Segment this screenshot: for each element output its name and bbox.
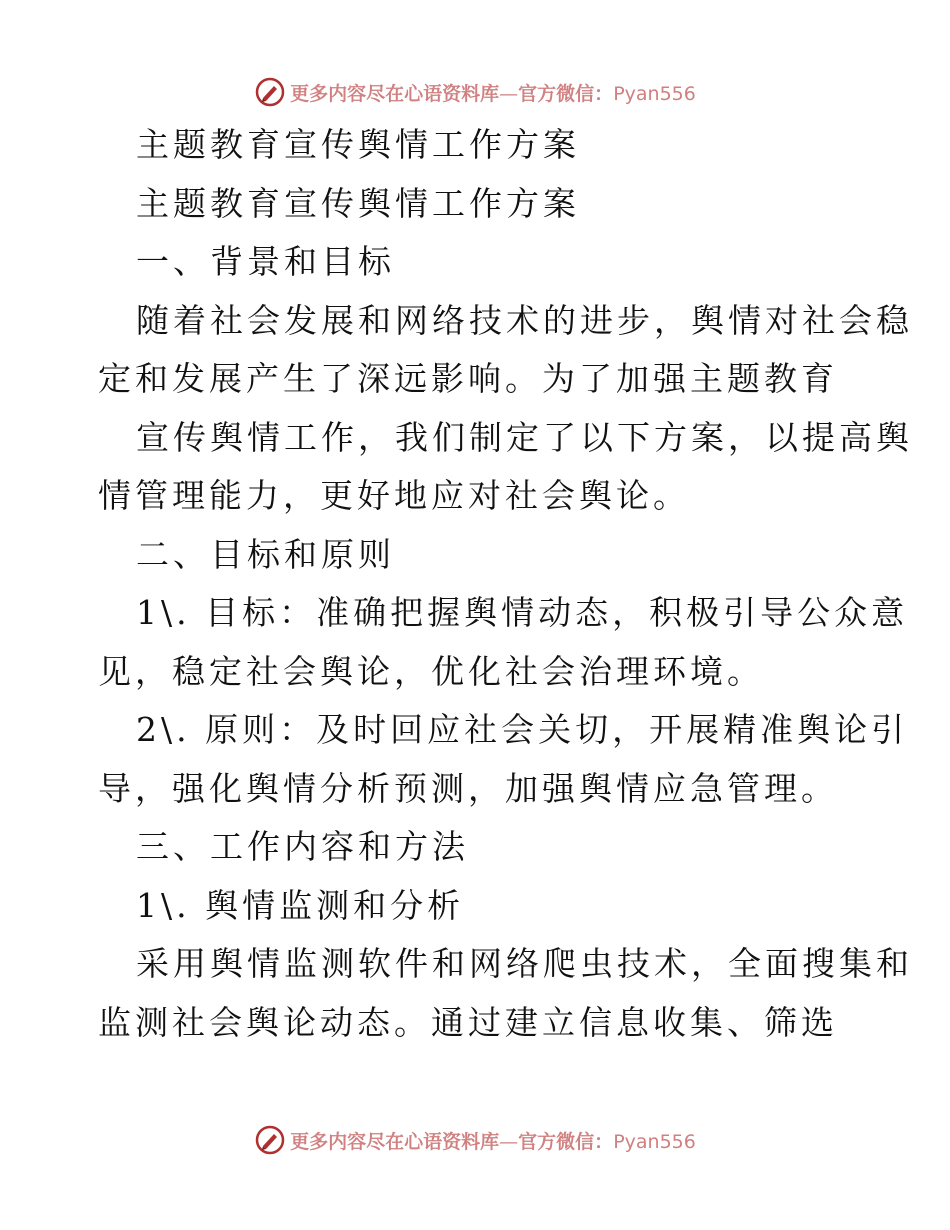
- paragraph-line: 监测社会舆论动态。通过建立信息收集、筛选: [98, 1002, 838, 1042]
- section-heading: 三、工作内容和方法: [136, 827, 469, 866]
- pen-logo-icon: [254, 76, 286, 108]
- paragraph-line: 导，强化舆情分析预测，加强舆情应急管理。: [98, 768, 838, 808]
- document-body: [98, 116, 913, 1052]
- paragraph-line: 宣传舆情工作，我们制定了以下方案，以提高舆: [136, 417, 913, 457]
- document-subtitle: 主题教育宣传舆情工作方案: [136, 183, 580, 223]
- subsection-heading: 1\. 舆情监测和分析: [136, 885, 465, 925]
- section-heading: 一、背景和目标: [136, 242, 395, 281]
- pen-logo-icon: [254, 1124, 286, 1156]
- watermark-text: 更多内容尽在心语资料库—官方微信：Pyan556: [290, 1130, 696, 1153]
- paragraph-line: 定和发展产生了深远影响。为了加强主题教育: [98, 359, 838, 398]
- section-heading: 二、目标和原则: [136, 534, 395, 574]
- paragraph-line: 情管理能力，更好地应对社会舆论。: [98, 476, 690, 515]
- paragraph-line: 见，稳定社会舆论，优化社会治理环境。: [98, 651, 764, 691]
- paragraph-line: 2\. 原则：及时回应社会关切，开展精准舆论引: [136, 710, 909, 749]
- paragraph-line: 采用舆情监测软件和网络爬虫技术，全面搜集和: [136, 944, 913, 983]
- paragraph-line: 随着社会发展和网络技术的进步，舆情对社会稳: [136, 300, 913, 340]
- paragraph-line: 1\. 目标：准确把握舆情动态，积极引导公众意: [136, 593, 909, 632]
- watermark-text: 更多内容尽在心语资料库—官方微信：Pyan556: [290, 82, 696, 105]
- header-watermark: [0, 72, 950, 112]
- footer-watermark: [0, 1120, 950, 1160]
- document-title: 主题教育宣传舆情工作方案: [136, 125, 580, 164]
